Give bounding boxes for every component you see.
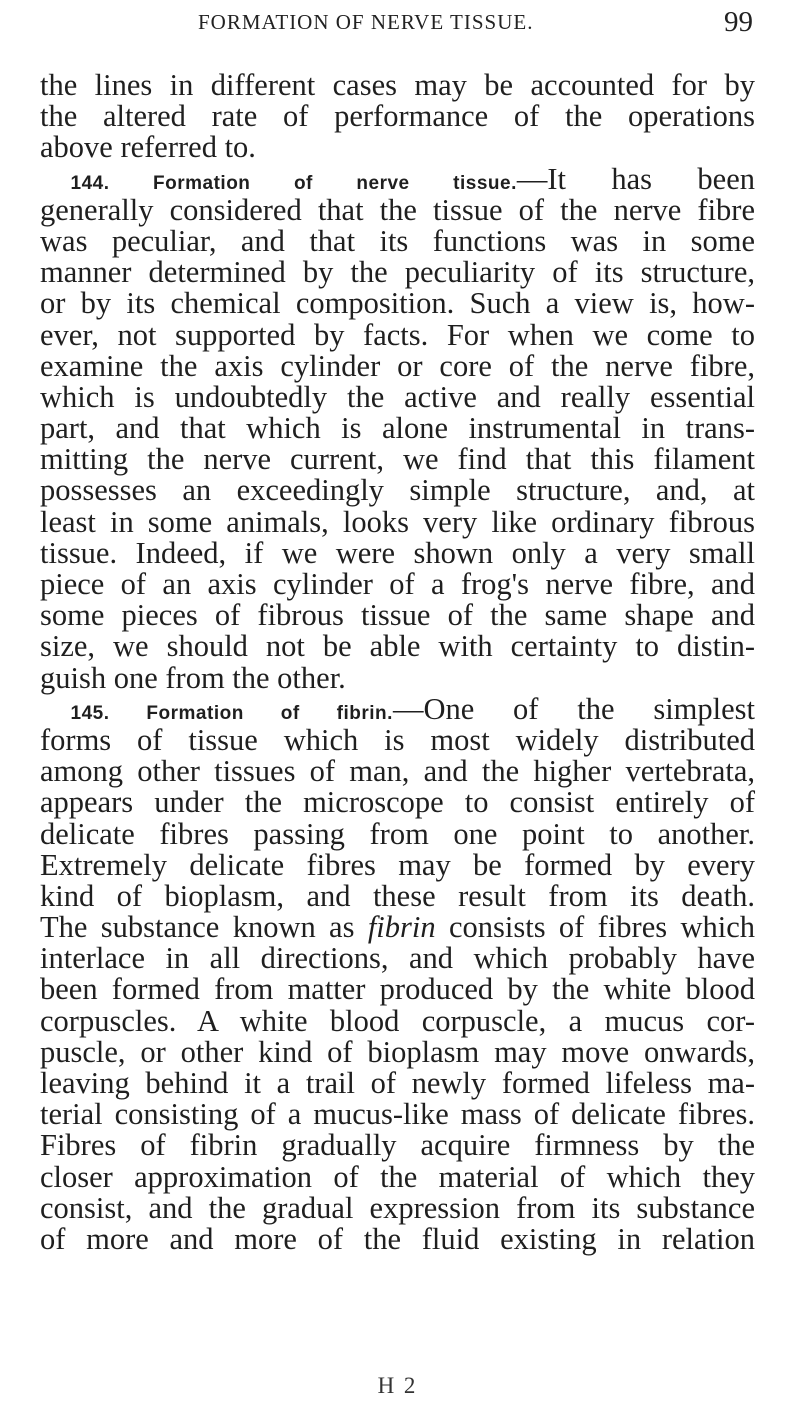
text-line: which is undoubtedly the active and really essential: [40, 379, 755, 414]
section-144-lead: —It has been: [516, 161, 755, 196]
fibrin-sentence-after: consists of fibres which: [435, 910, 755, 945]
section-144-heading: 144. Formation of nerve tissue.: [70, 172, 517, 194]
section-144-first-line: [40, 161, 755, 196]
text-line: possesses an exceedingly simple structure, and, at: [40, 473, 755, 508]
text-line: interlace in all directions, and which probably have: [40, 941, 755, 976]
text-line: corpuscles. A white blood corpuscle, a mucus cor-: [40, 1003, 755, 1038]
text-line: been formed from matter produced by the white blood: [40, 972, 755, 1007]
text-line: least in some animals, looks very like ordinary fibrous: [40, 504, 755, 539]
text-line: piece of an axis cylinder of a frog's nerve fibre, and: [40, 567, 755, 601]
signature-mark: H 2: [377, 1373, 418, 1398]
text-line: the altered rate of performance of the operations: [40, 99, 755, 134]
text-line: was peculiar, and that its functions was in some: [40, 223, 755, 258]
text-line: puscle, or other kind of bioplasm may move onwards,: [40, 1034, 755, 1069]
section-145-first-line: [40, 691, 755, 726]
text-line: guish one from the other.: [40, 660, 346, 695]
running-head: [40, 6, 755, 42]
text-line: closer approximation of the material of which they: [40, 1159, 755, 1194]
text-line: mitting the nerve current, we find that this filament: [40, 442, 755, 477]
book-page: [40, 0, 755, 1413]
section-145-lead: —One of the simplest: [392, 691, 755, 726]
text-line: Extremely delicate fibres may be formed by every: [40, 847, 755, 882]
text-line: ever, not supported by facts. For when we come to: [40, 317, 755, 352]
text-line: some pieces of fibrous tissue of the same shape and: [40, 598, 755, 633]
fibrin-sentence-before: The substance known as: [40, 910, 368, 945]
text-line: of more and more of the fluid existing in relation: [40, 1221, 755, 1256]
text-line: delicate fibres passing from one point to another.: [40, 816, 755, 851]
text-line: generally considered that the tissue of the nerve fibre: [40, 192, 755, 227]
text-line: size, we should not be able with certainty to distin-: [40, 629, 755, 664]
fibrin-sentence-line: [40, 912, 755, 943]
body-text: [40, 70, 755, 1255]
text-line: the lines in different cases may be accounted for by: [40, 68, 755, 102]
text-line: among other tissues of man, and the higher vertebrata,: [40, 754, 755, 789]
text-line: leaving behind it a trail of newly formed lifeless ma-: [40, 1066, 755, 1100]
text-line: Fibres of fibrin gradually acquire firmness by the: [40, 1128, 755, 1163]
text-line: part, and that which is alone instrumental in trans-: [40, 411, 755, 446]
text-line: consist, and the gradual expression from its substance: [40, 1190, 755, 1225]
section-145-heading: 145. Formation of fibrin.: [70, 702, 393, 724]
running-title: FORMATION OF NERVE TISSUE.: [198, 10, 534, 34]
text-line: above referred to.: [40, 130, 256, 165]
text-line: examine the axis cylinder or core of the nerve fibre,: [40, 348, 755, 383]
page-number: 99: [724, 6, 753, 38]
text-line: appears under the microscope to consist entirely of: [40, 785, 755, 820]
text-line: kind of bioplasm, and these result from its death.: [40, 878, 755, 913]
text-line: or by its chemical composition. Such a view is, how-: [40, 286, 755, 321]
text-line: tissue. Indeed, if we were shown only a very small: [40, 535, 755, 570]
text-line: manner determined by the peculiarity of its structure,: [40, 255, 755, 290]
text-line: terial consisting of a mucus-like mass of delicate fibres.: [40, 1097, 755, 1132]
text-line: forms of tissue which is most widely distributed: [40, 722, 755, 757]
fibrin-term: fibrin: [367, 910, 436, 945]
